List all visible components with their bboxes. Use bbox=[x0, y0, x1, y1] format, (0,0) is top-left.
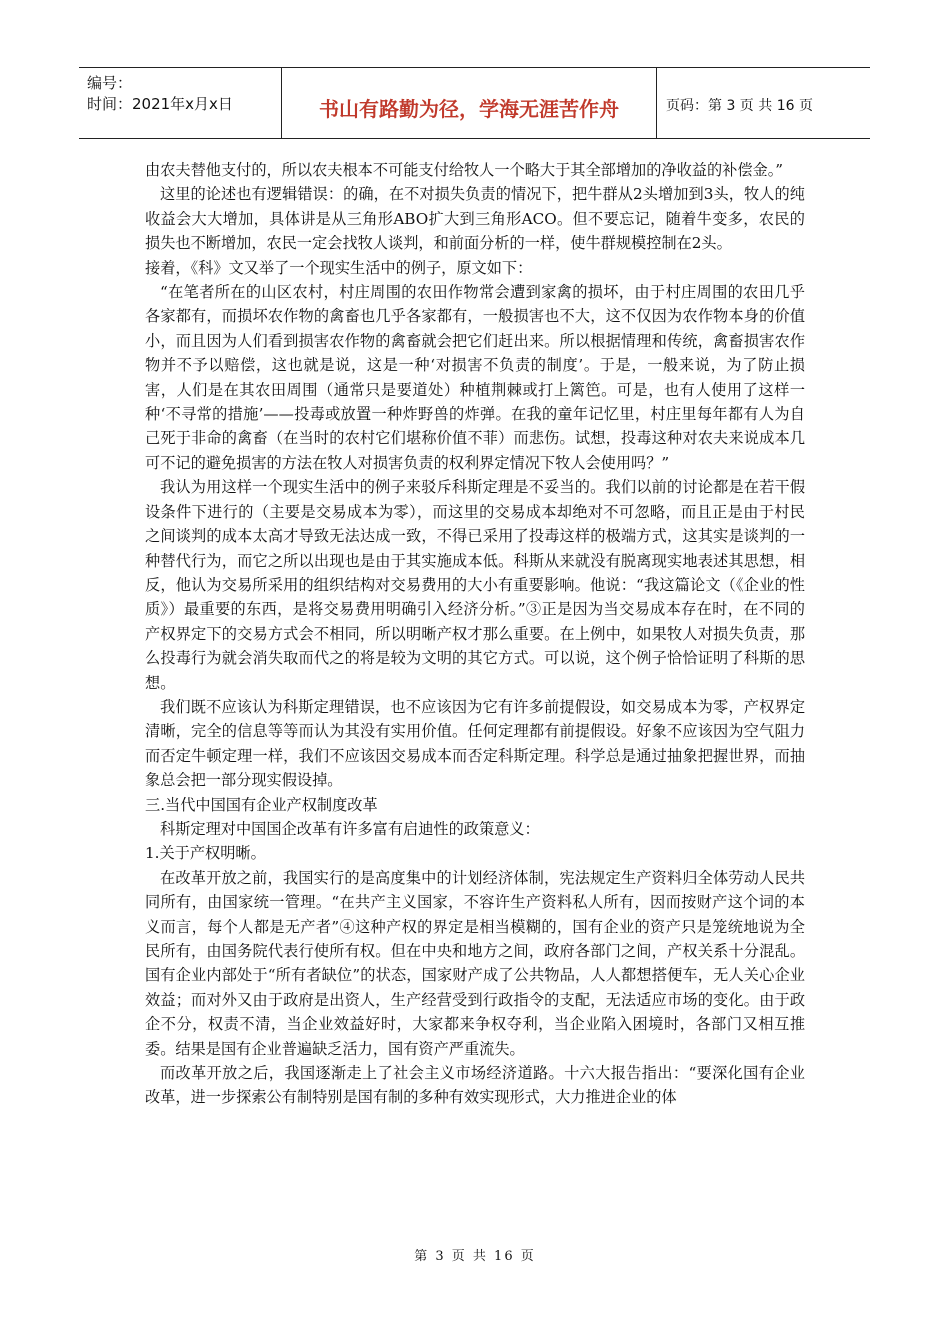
paragraph: 由农夫替他支付的，所以农夫根本不可能支付给牧人一个略大于其全部增加的净收益的补偿金。” bbox=[145, 161, 784, 179]
paragraph: 这里的论述也有逻辑错误：的确，在不对损失负责的情况下，把牛群从2头增加到3头，牧人的纯收益会大大增加，具体讲是从三角形ABO扩大到三角形ACO。但不要忘记，随着牛变多，农民的损失也不断增加，农民一定会找牧人谈判，和前面分析的一样，使牛群规模控制在2头。 bbox=[145, 185, 805, 253]
subsection-heading: 1.关于产权明晰。 bbox=[145, 844, 266, 863]
quote-paragraph: “在笔者所在的山区农村，村庄周围的农田作物常会遭到家禽的损坏，由于村庄周围的农田几乎各家都有，而损坏农作物的禽畜也几乎各家都有，一般损害也不大，这不仅因为农作物本身的价值小，而且因为人们看到损害农作物的禽畜就会把它们赶出来。所以根据情理和传统，禽畜损害农作物并不予以赔偿，这也就是说，这是一种‘对损害不负责的制度’。于是，一般来说，为了防止损害，人们是在其农田周围（通常只是要道处）种植荆棘或打上篱笆。可是，也有人使用了这样一种‘不寻常的措施’——投毒或放置一种炸野兽的炸弹。在我的童年记忆里，村庄里每年都有人为自己死于非命的禽畜（在当时的农村它们堪称价值不菲）而悲伤。试想，投毒这种对农夫来说成本几可不记的避免损害的方法在牧人对损害负责的权利界定情况下牧人会使用吗？” bbox=[145, 283, 805, 472]
section-heading: 三.当代中国国有企业产权制度改革 bbox=[145, 795, 378, 814]
document-date-label: 时间：2021年x月x日 bbox=[87, 95, 233, 113]
header-meta bbox=[79, 68, 282, 138]
paragraph: 而改革开放之后，我国逐渐走上了社会主义市场经济道路。十六大报告指出：“要深化国有企业改革，进一步探索公有制特别是国有制的多种有效实现形式，大力推进企业的体 bbox=[145, 1064, 805, 1107]
paragraph: 科斯定理对中国国企改革有许多富有启迪性的政策意义： bbox=[160, 819, 540, 838]
page-header bbox=[79, 67, 870, 139]
paragraph: 我们既不应该认为科斯定理错误，也不应该因为它有许多前提假设，如交易成本为零，产权界定清晰，完全的信息等等而认为其没有实用价值。任何定理都有前提假设。好象不应该因为空气阻力而否定牛顿定理一样，我们不应该因交易成本而否定科斯定理。科学总是通过抽象把握世界，而抽象总会把一部分现实假设掉。 bbox=[145, 697, 805, 790]
paragraph: 在改革开放之前，我国实行的是高度集中的计划经济体制，宪法规定生产资料归全体劳动人民共同所有，由国家统一管理。“在共产主义国家，不容许生产资料私人所有，因而按财产这个词的本义而言，每个人都是无产者”④这种产权的界定是相当模糊的，国有企业的资产只是笼统地说为全民所有，由国务院代表行使所有权。但在中央和地方之间，政府各部门之间，产权关系十分混乱。国有企业内部处于“所有者缺位”的状态，国家财产成了公共物品，人人都想搭便车，无人关心企业效益；而对外又由于政府是出资人，生产经营受到行政指令的支配，无法适应市场的变化。由于政企不分，权责不清，当企业效益好时，大家都来争权夺利，当企业陷入困境时，各部门又相互推委。结果是国有企业普遍缺乏活力，国有资产严重流失。 bbox=[145, 868, 805, 1058]
paragraph: 接着，《科》文又举了一个现实生活中的例子，原文如下： bbox=[145, 258, 533, 277]
header-motto: 书山有路勤为径，学海无涯苦作舟 bbox=[282, 68, 657, 138]
page-footer: 第 3 页 共 16 页 bbox=[414, 1249, 536, 1264]
header-page-number: 页码：第 3 页 共 16 页 bbox=[666, 98, 813, 114]
document-number-label: 编号： bbox=[87, 74, 133, 92]
document-body bbox=[145, 158, 805, 1110]
paragraph: 我认为用这样一个现实生活中的例子来驳斥科斯定理是不妥当的。我们以前的讨论都是在若干假设条件下进行的（主要是交易成本为零），而这里的交易成本却绝对不可忽略，而且正是由于村民之间谈判的成本太高才导致无法达成一致，不得已采用了投毒这样的极端方式，这其实是谈判的一种替代行为，而它之所以出现也是由于其实施成本低。科斯从来就没有脱离现实地表述其思想，相反，他认为交易所采用的组织结构对交易费用的大小有重要影响。他说：“我这篇论文（《企业的性质》）最重要的东西，是将交易费用明确引入经济分析。”③正是因为当交易成本存在时，在不同的产权界定下的交易方式会不相同，所以明晰产权才那么重要。在上例中，如果牧人对损失负责，那么投毒行为就会消失取而代之的将是较为文明的其它方式。可以说，这个例子恰恰证明了科斯的思想。 bbox=[145, 478, 805, 692]
